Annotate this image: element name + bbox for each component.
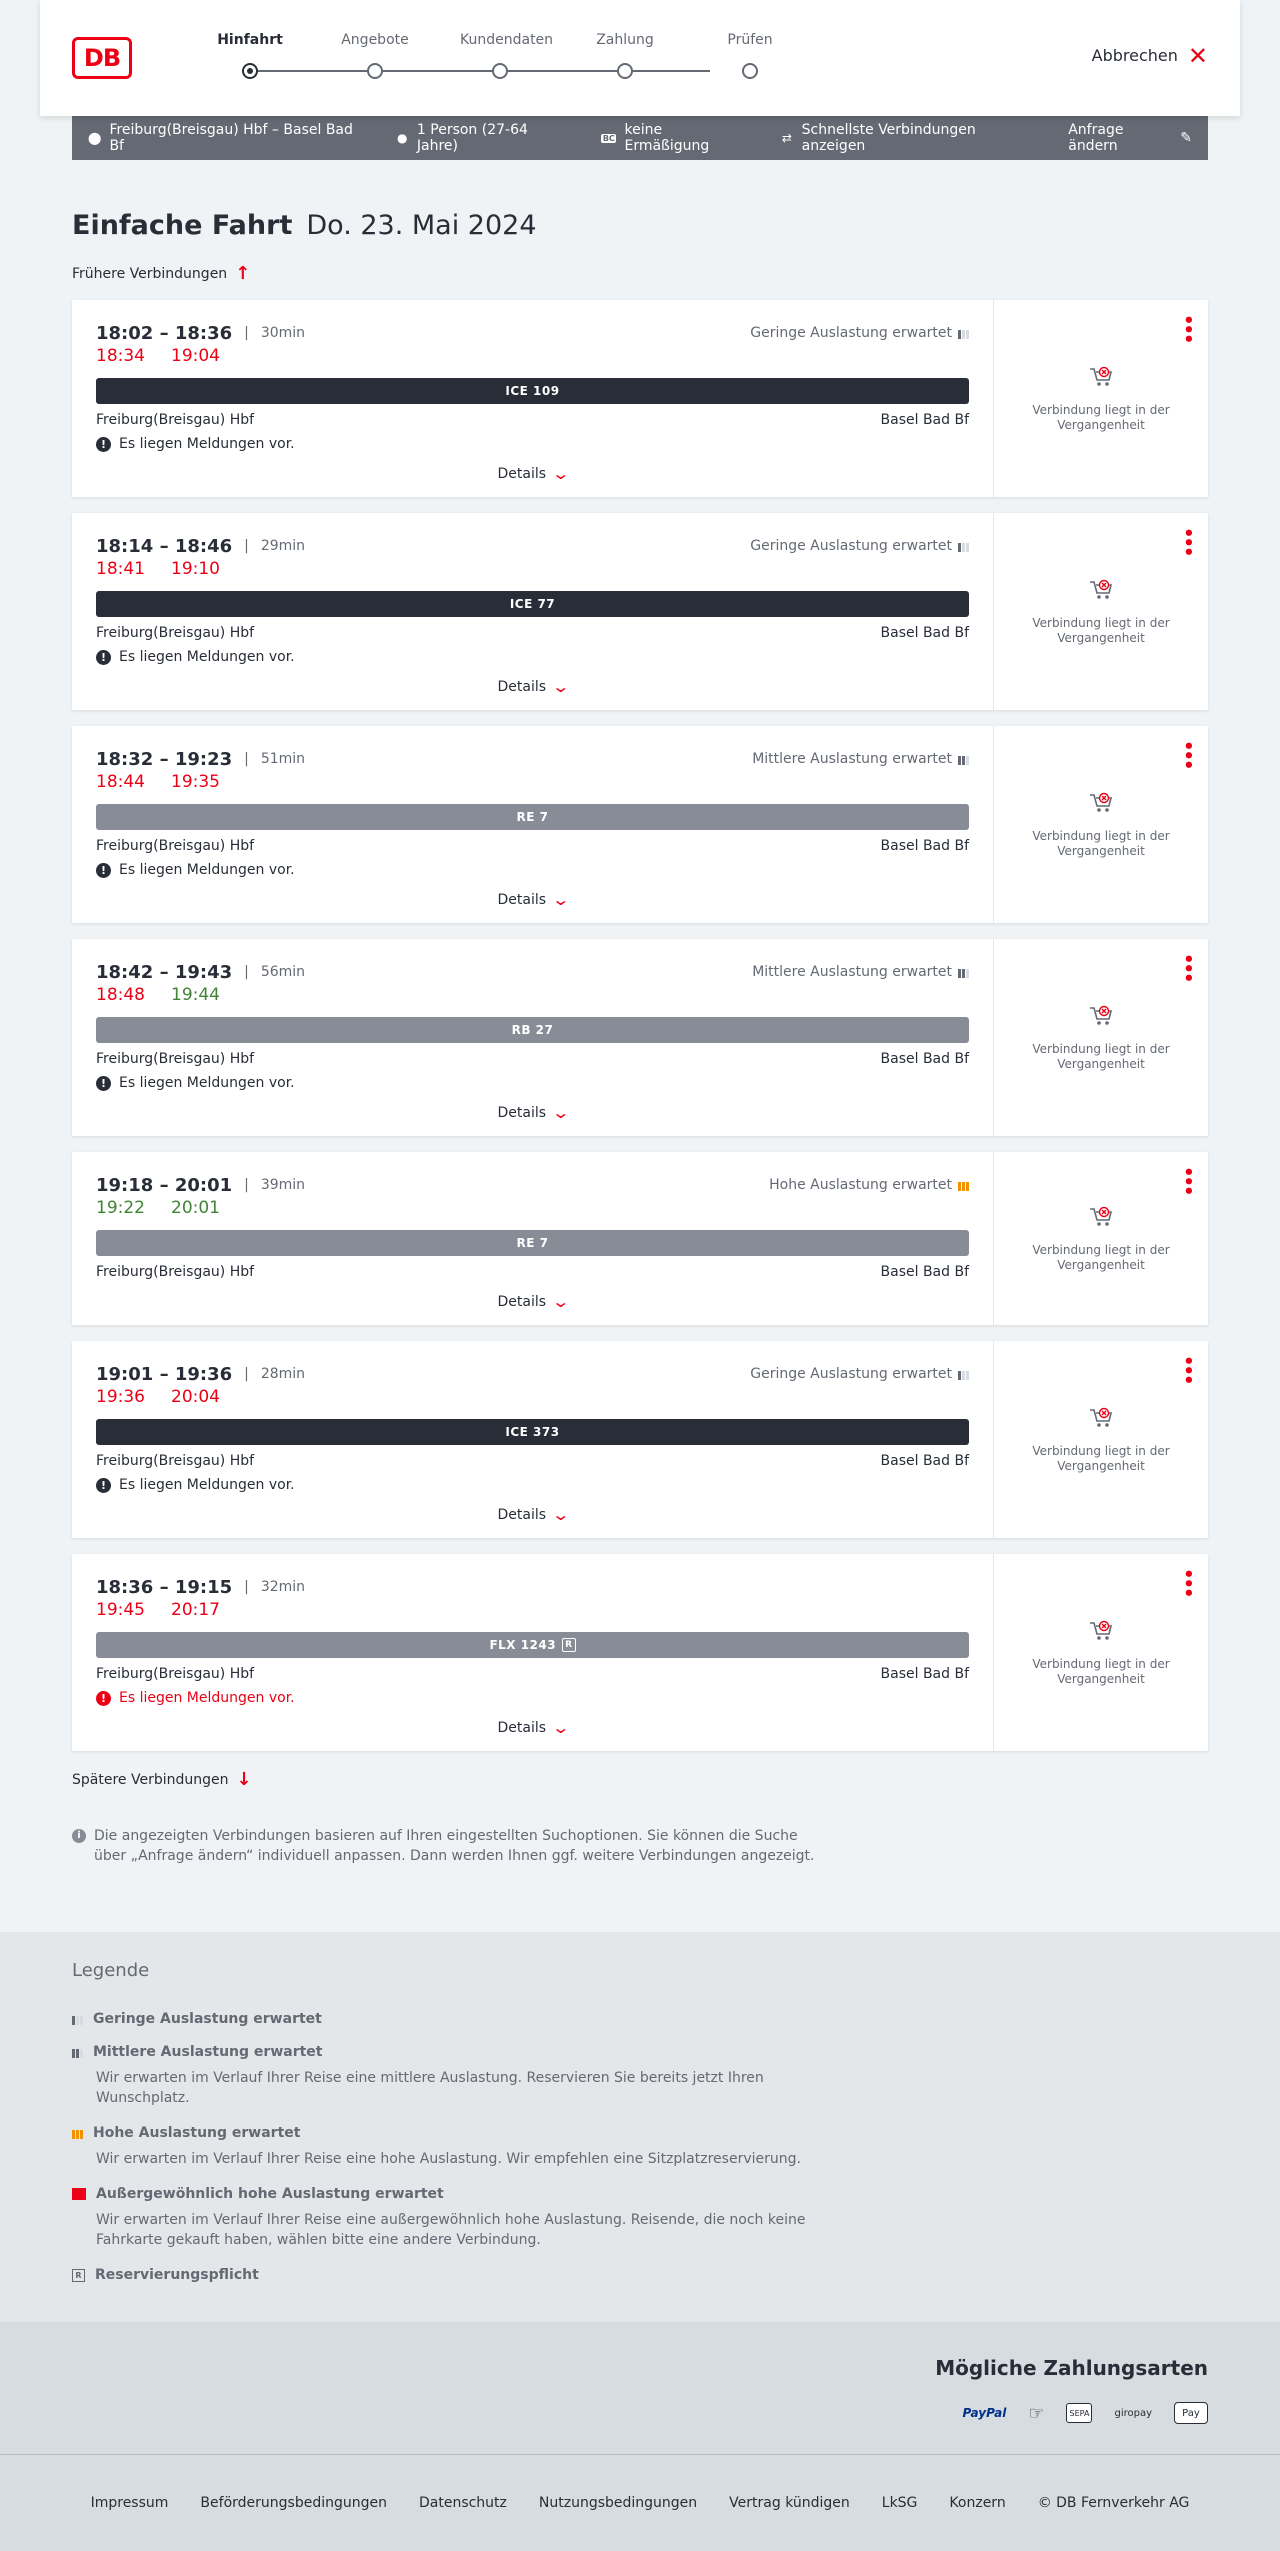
details-label: Details — [497, 891, 547, 908]
more-options-icon[interactable]: ••• — [1177, 527, 1198, 556]
option-summary — [780, 122, 1034, 154]
details-label: Details — [497, 1719, 547, 1736]
chevron-down-icon: ⌄ — [551, 1505, 571, 1524]
legend-item-desc: Wir erwarten im Verlauf Ihrer Reise eine hohe Auslastung. Wir empfehlen eine Sitzplatzreservierung. — [96, 2151, 801, 2167]
occ-low-icon — [72, 2013, 83, 2025]
train-name: FLX 1243 — [489, 1638, 557, 1652]
occupancy-text: Geringe Auslastung erwartet — [750, 538, 952, 554]
step-circle-icon — [492, 63, 508, 79]
legend-item — [72, 2125, 1208, 2169]
train-name: RE 7 — [516, 1236, 549, 1250]
chevron-down-icon: ⌄ — [551, 464, 571, 483]
connection-details — [72, 513, 994, 710]
close-icon: ✕ — [1187, 41, 1208, 70]
cart-unavailable-icon — [1088, 365, 1114, 389]
connection-card[interactable] — [72, 939, 1208, 1136]
separator: | — [244, 964, 249, 980]
step-angebote[interactable] — [335, 32, 415, 54]
separator: | — [244, 1579, 249, 1595]
warning-icon: ! — [96, 863, 111, 878]
later-connections-link[interactable] — [72, 1769, 1208, 1790]
progress-steps — [210, 32, 773, 92]
step-circle-icon — [617, 63, 633, 79]
footer-copyright: © DB Fernverkehr AG — [1037, 2495, 1190, 2511]
step-pruefen[interactable] — [710, 32, 790, 54]
db-logo[interactable]: DB — [72, 37, 132, 79]
past-connection-text: Verbindung liegt in der Vergangenheit — [1032, 402, 1170, 432]
realtime-times — [96, 559, 969, 583]
train-bar[interactable] — [96, 591, 969, 617]
cart-unavailable-icon — [1088, 578, 1114, 602]
train-bar[interactable] — [96, 1230, 969, 1256]
arrow-up-icon: ↑ — [235, 263, 251, 284]
past-connection-text: Verbindung liegt in der Vergangenheit — [1032, 615, 1170, 645]
duration: 51min — [260, 751, 306, 767]
details-toggle[interactable] — [96, 464, 969, 483]
departure-station: Freiburg(Breisgau) Hbf — [96, 1264, 255, 1280]
more-options-icon[interactable]: ••• — [1177, 1568, 1198, 1597]
step-label: Prüfen — [727, 32, 773, 48]
step-kundendaten[interactable] — [460, 32, 554, 54]
step-zahlung[interactable] — [585, 32, 665, 54]
arrow-down-icon: ↓ — [236, 1769, 252, 1790]
details-label: Details — [497, 465, 547, 482]
paypal-icon: PayPal — [962, 2406, 1007, 2420]
step-circle-icon — [742, 63, 758, 79]
occupancy-info — [750, 538, 969, 554]
payment-title: Mögliche Zahlungsarten — [935, 2356, 1208, 2380]
message-notice — [96, 862, 969, 878]
location-pin-icon: ⬤ — [88, 131, 102, 145]
connection-card[interactable] — [72, 300, 1208, 497]
legend-title: Legende — [72, 1960, 150, 1981]
later-label: Spätere Verbindungen — [72, 1771, 229, 1788]
past-connection-text: Verbindung liegt in der Vergangenheit — [1032, 1242, 1170, 1272]
duration: 30min — [260, 325, 306, 341]
arrival-station: Basel Bad Bf — [880, 838, 969, 854]
step-line — [250, 70, 710, 72]
connection-card[interactable] — [72, 513, 1208, 710]
warning-icon: ! — [96, 650, 111, 665]
realtime-times — [96, 1600, 969, 1624]
offer-panel — [994, 1341, 1208, 1538]
connection-details — [72, 1152, 994, 1325]
change-request-label: Anfrage ändern — [1068, 122, 1124, 154]
details-toggle[interactable] — [96, 677, 969, 696]
connection-details — [72, 1341, 994, 1538]
details-label: Details — [497, 678, 547, 695]
planned-times: 18:14 – 18:46 — [96, 535, 233, 557]
legend-item-desc: Wir erwarten im Verlauf Ihrer Reise eine mittlere Auslastung. Reservieren Sie bereits jetzt Ihren Wunschplatz. — [96, 2070, 764, 2106]
step-hinfahrt[interactable] — [210, 32, 290, 54]
train-name: RE 7 — [516, 810, 549, 824]
planned-times: 19:01 – 19:36 — [96, 1363, 233, 1385]
details-toggle[interactable] — [96, 1292, 969, 1311]
past-connection-text: Verbindung liegt in der Vergangenheit — [1032, 828, 1170, 858]
payment-icons — [72, 2402, 1208, 2424]
realtime-departure: 18:48 — [96, 985, 145, 1005]
duration: 39min — [260, 1177, 306, 1193]
occ-extreme-icon — [72, 2188, 86, 2200]
separator: | — [244, 325, 249, 341]
offer-panel — [994, 726, 1208, 923]
legend-item-label: Mittlere Auslastung erwartet — [93, 2044, 323, 2060]
occupancy-icon — [958, 966, 969, 978]
departure-station: Freiburg(Breisgau) Hbf — [96, 625, 255, 641]
occupancy-info — [752, 964, 969, 980]
duration: 32min — [260, 1579, 306, 1595]
change-request-button[interactable] — [1068, 122, 1192, 154]
chevron-down-icon: ⌄ — [551, 890, 571, 909]
chevron-down-icon: ⌄ — [551, 677, 571, 696]
passenger-text: 1 Person (27-64 Jahre) — [416, 122, 528, 154]
train-bar[interactable] — [96, 378, 969, 404]
search-summary-bar — [72, 116, 1208, 160]
earlier-connections-link[interactable] — [72, 263, 1208, 284]
past-connection-text: Verbindung liegt in der Vergangenheit — [1032, 1443, 1170, 1473]
trip-date: Do. 23. Mai 2024 — [306, 210, 537, 241]
trip-type: Einfache Fahrt — [72, 210, 293, 241]
realtime-departure: 19:22 — [96, 1198, 145, 1218]
search-info-note — [72, 1826, 832, 1866]
separator: | — [244, 1177, 249, 1193]
planned-times: 18:36 – 19:15 — [96, 1576, 233, 1598]
step-label: Zahlung — [596, 32, 654, 48]
arrival-station: Basel Bad Bf — [880, 1051, 969, 1067]
pencil-icon: ✎ — [1180, 130, 1192, 146]
footer-link-vertrag-kuendigen[interactable]: Vertrag kündigen — [729, 2495, 850, 2511]
step-label: Kundendaten — [460, 32, 554, 48]
message-notice — [96, 1690, 969, 1706]
step-circle-icon — [367, 63, 383, 79]
realtime-arrival: 19:44 — [171, 985, 220, 1005]
legend — [0, 1932, 1280, 2322]
warning-icon: ! — [96, 1691, 111, 1706]
realtime-arrival: 19:10 — [171, 559, 220, 579]
message-text: Es liegen Meldungen vor. — [119, 649, 295, 665]
connection-card[interactable] — [72, 1554, 1208, 1751]
option-text: Schnellste Verbindungen anzeigen — [801, 122, 976, 154]
chevron-down-icon: ⌄ — [551, 1718, 571, 1737]
discount-summary — [601, 122, 746, 154]
offer-panel — [994, 513, 1208, 710]
departure-station: Freiburg(Breisgau) Hbf — [96, 1453, 255, 1469]
occupancy-info — [769, 1177, 969, 1193]
train-name: ICE 373 — [505, 1425, 560, 1439]
separator: | — [244, 1366, 249, 1382]
giropay-icon: giropay — [1114, 2407, 1152, 2419]
occupancy-info — [750, 325, 969, 341]
departure-station: Freiburg(Breisgau) Hbf — [96, 1666, 255, 1682]
departure-station: Freiburg(Breisgau) Hbf — [96, 1051, 255, 1067]
cart-unavailable-icon — [1088, 791, 1114, 815]
realtime-arrival: 19:04 — [171, 346, 220, 366]
realtime-departure: 18:34 — [96, 346, 145, 366]
train-bar[interactable] — [96, 1419, 969, 1445]
offer-panel — [994, 939, 1208, 1136]
footer-link-konzern[interactable]: Konzern — [949, 2495, 1006, 2511]
offer-panel — [994, 300, 1208, 497]
occupancy-info — [752, 751, 969, 767]
realtime-departure: 19:36 — [96, 1387, 145, 1407]
reservation-icon: R — [72, 2269, 85, 2282]
message-notice — [96, 1477, 969, 1493]
message-text: Es liegen Meldungen vor. — [119, 1075, 295, 1091]
realtime-arrival: 20:04 — [171, 1387, 220, 1407]
occupancy-icon — [958, 1368, 969, 1380]
connection-details — [72, 300, 994, 497]
main-content — [0, 210, 1280, 1866]
details-toggle[interactable] — [96, 1103, 969, 1122]
connection-details — [72, 939, 994, 1136]
more-options-icon[interactable]: ••• — [1177, 1355, 1198, 1384]
departure-station: Freiburg(Breisgau) Hbf — [96, 838, 255, 854]
offer-panel — [994, 1554, 1208, 1751]
more-options-icon[interactable]: ••• — [1177, 953, 1198, 982]
footer-link-befoerderungsbedingungen[interactable]: Beförderungsbedingungen — [200, 2495, 387, 2511]
realtime-times — [96, 1387, 969, 1411]
occupancy-icon — [958, 753, 969, 765]
separator: | — [244, 751, 249, 767]
apple-pay-icon — [1174, 2402, 1208, 2424]
footer-link-nutzungsbedingungen[interactable]: Nutzungsbedingungen — [538, 2495, 698, 2511]
duration: 56min — [260, 964, 306, 980]
train-name: ICE 77 — [509, 597, 556, 611]
occupancy-icon — [958, 327, 969, 339]
planned-times: 19:18 – 20:01 — [96, 1174, 233, 1196]
swap-icon: ⇄ — [781, 131, 792, 145]
message-text: Es liegen Meldungen vor. — [119, 436, 295, 452]
bahncard-icon: BC — [602, 133, 615, 143]
discount-text: keine Ermäßigung — [624, 122, 710, 154]
details-label: Details — [497, 1506, 547, 1523]
legend-item — [72, 2186, 1208, 2250]
legend-item — [72, 2011, 1208, 2027]
payment-methods — [0, 2322, 1280, 2455]
past-connection-text: Verbindung liegt in der Vergangenheit — [1032, 1041, 1170, 1071]
duration: 28min — [260, 1366, 306, 1382]
apple-pay-label: Pay — [1182, 2407, 1200, 2419]
cart-unavailable-icon — [1088, 1205, 1114, 1229]
realtime-arrival: 20:17 — [171, 1600, 220, 1620]
message-notice — [96, 1075, 969, 1091]
occupancy-icon — [958, 540, 969, 552]
separator: | — [244, 538, 249, 554]
realtime-departure: 18:41 — [96, 559, 145, 579]
realtime-times — [96, 985, 969, 1009]
train-bar[interactable] — [96, 1017, 969, 1043]
planned-times: 18:02 – 18:36 — [96, 322, 233, 344]
legend-item-label: Hohe Auslastung erwartet — [93, 2125, 301, 2141]
more-options-icon[interactable]: ••• — [1177, 314, 1198, 343]
realtime-times — [96, 772, 969, 796]
legend-item-label: Außergewöhnlich hohe Auslastung erwartet — [96, 2186, 444, 2202]
planned-times: 18:32 – 19:23 — [96, 748, 233, 770]
realtime-times — [96, 346, 969, 370]
chevron-down-icon: ⌄ — [551, 1292, 571, 1311]
details-label: Details — [497, 1293, 547, 1310]
details-toggle[interactable] — [96, 890, 969, 909]
legend-item-label: Reservierungspflicht — [95, 2267, 259, 2283]
realtime-times — [96, 1198, 969, 1222]
departure-station: Freiburg(Breisgau) Hbf — [96, 412, 255, 428]
warning-icon: ! — [96, 1076, 111, 1091]
cart-unavailable-icon — [1088, 1406, 1114, 1430]
step-label: Angebote — [341, 32, 409, 48]
page-title — [72, 210, 1208, 241]
details-toggle[interactable] — [96, 1718, 969, 1737]
arrival-station: Basel Bad Bf — [880, 1264, 969, 1280]
occupancy-info — [750, 1366, 969, 1382]
planned-times: 18:42 – 19:43 — [96, 961, 233, 983]
warning-icon: ! — [96, 1478, 111, 1493]
reservation-icon: R — [562, 1638, 575, 1652]
occupancy-text: Geringe Auslastung erwartet — [750, 325, 952, 341]
step-circle-icon — [242, 63, 258, 79]
message-notice — [96, 649, 969, 665]
cancel-label: Abbrechen — [1091, 46, 1178, 65]
sepa-icon: SEPA — [1066, 2403, 1092, 2423]
connection-details — [72, 726, 994, 923]
details-label: Details — [497, 1104, 547, 1121]
legend-item — [72, 2044, 1208, 2108]
train-bar[interactable] — [96, 804, 969, 830]
warning-icon: ! — [96, 437, 111, 452]
occupancy-text: Mittlere Auslastung erwartet — [752, 751, 952, 767]
arrival-station: Basel Bad Bf — [880, 625, 969, 641]
realtime-departure: 18:44 — [96, 772, 145, 792]
occ-high-icon — [72, 2127, 83, 2139]
realtime-arrival: 20:01 — [171, 1198, 220, 1218]
footer-link-datenschutz[interactable]: Datenschutz — [418, 2495, 507, 2511]
train-name: RB 27 — [511, 1023, 554, 1037]
cart-unavailable-icon — [1088, 1004, 1114, 1028]
details-toggle[interactable] — [96, 1505, 969, 1524]
person-icon: ● — [396, 131, 408, 145]
info-text: Die angezeigten Verbindungen basieren auf Ihren eingestellten Suchoptionen. Sie können die Suche über „Anfrage ändern“ individuell anpassen. Dann werden Ihnen ggf. weitere Verbindungen angezeigt. — [94, 1828, 815, 1864]
legend-item — [72, 2267, 1208, 2283]
train-bar[interactable] — [96, 1632, 969, 1658]
header — [40, 0, 1240, 116]
cart-unavailable-icon — [1088, 1619, 1114, 1643]
legend-item-desc: Wir erwarten im Verlauf Ihrer Reise eine außergewöhnlich hohe Auslastung. Reisende, die noch keine Fahrkarte gekauft haben, wählen bitte eine andere Verbindung. — [96, 2212, 806, 2248]
more-options-icon[interactable]: ••• — [1177, 1166, 1198, 1195]
route-summary — [88, 122, 361, 154]
connection-card[interactable] — [72, 1152, 1208, 1325]
more-options-icon[interactable]: ••• — [1177, 740, 1198, 769]
occ-mid-icon — [72, 2046, 83, 2058]
legend-item-label: Geringe Auslastung erwartet — [93, 2011, 322, 2027]
message-text: Es liegen Meldungen vor. — [119, 1477, 295, 1493]
occupancy-text: Hohe Auslastung erwartet — [769, 1177, 952, 1193]
message-text: Es liegen Meldungen vor. — [119, 862, 295, 878]
message-notice — [96, 436, 969, 452]
route-text: Freiburg(Breisgau) Hbf – Basel Bad Bf — [109, 122, 353, 154]
message-text: Es liegen Meldungen vor. — [119, 1690, 295, 1706]
connection-card[interactable] — [72, 1341, 1208, 1538]
passenger-summary — [395, 122, 567, 154]
arrival-station: Basel Bad Bf — [880, 1666, 969, 1682]
connection-details — [72, 1554, 994, 1751]
earlier-label: Frühere Verbindungen — [72, 265, 228, 282]
cancel-button[interactable] — [1091, 41, 1208, 70]
occupancy-text: Geringe Auslastung erwartet — [750, 1366, 952, 1382]
offer-panel — [994, 1152, 1208, 1325]
past-connection-text: Verbindung liegt in der Vergangenheit — [1032, 1656, 1170, 1686]
connection-list — [72, 300, 1208, 1751]
info-icon: i — [72, 1829, 86, 1843]
duration: 29min — [260, 538, 306, 554]
credit-card-contactless-icon: ☞ — [1028, 2402, 1045, 2424]
connection-card[interactable] — [72, 726, 1208, 923]
arrival-station: Basel Bad Bf — [880, 412, 969, 428]
footer — [0, 2455, 1280, 2551]
arrival-station: Basel Bad Bf — [880, 1453, 969, 1469]
footer-link-lksg[interactable]: LkSG — [881, 2495, 918, 2511]
train-name: ICE 109 — [505, 384, 560, 398]
occupancy-text: Mittlere Auslastung erwartet — [752, 964, 952, 980]
occupancy-icon — [958, 1179, 969, 1191]
footer-link-impressum[interactable]: Impressum — [90, 2495, 169, 2511]
realtime-arrival: 19:35 — [171, 772, 220, 792]
chevron-down-icon: ⌄ — [551, 1103, 571, 1122]
realtime-departure: 19:45 — [96, 1600, 145, 1620]
step-label: Hinfahrt — [217, 32, 283, 48]
